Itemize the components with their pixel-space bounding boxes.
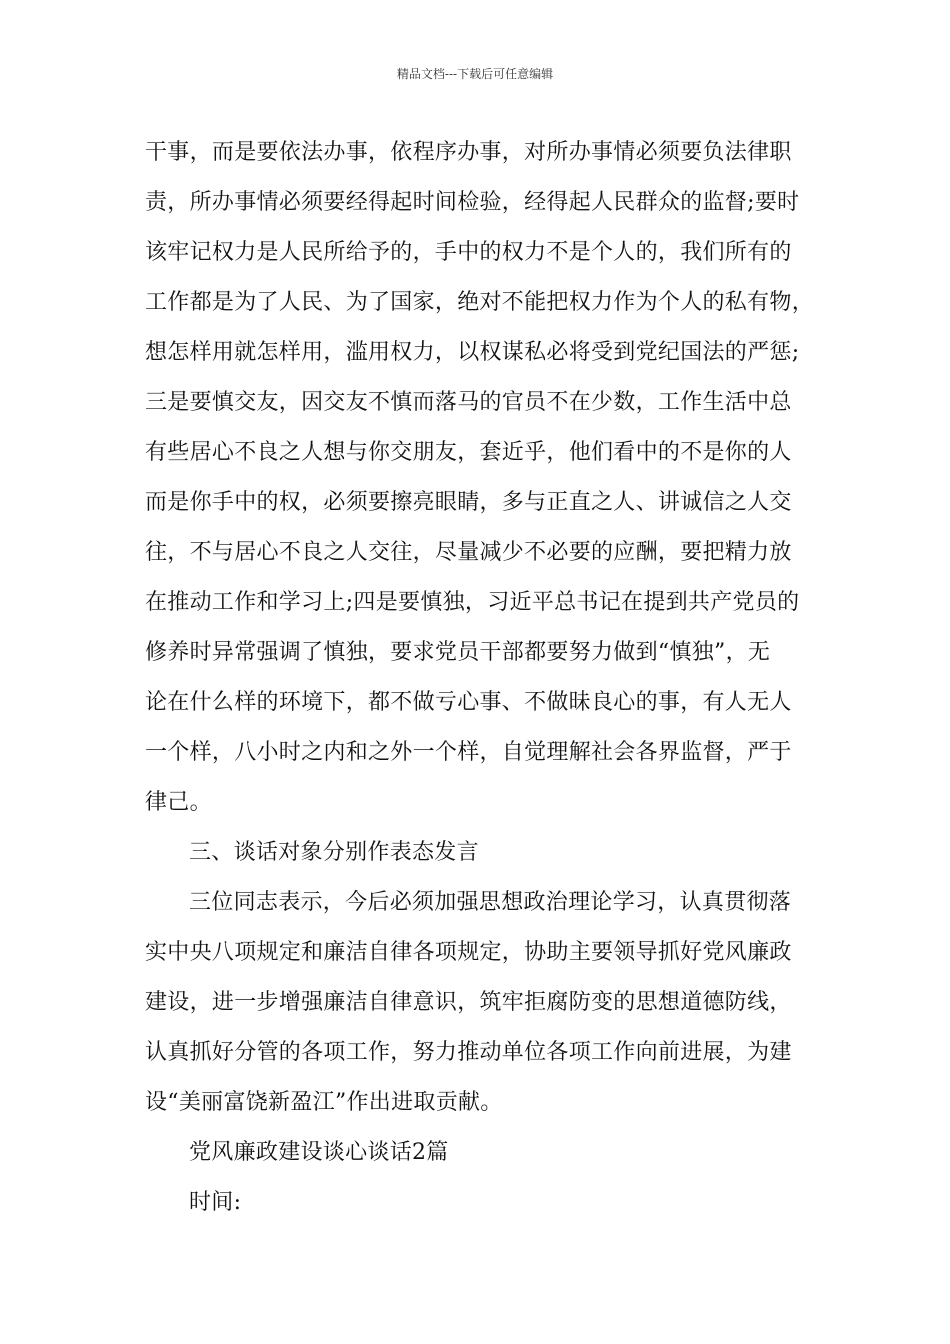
- text-line-18: 建设，进一步增强廉洁自律意识，筑牢拒腐防变的思想道德防线，: [145, 990, 792, 1015]
- document-subtitle: 党风廉政建设谈心谈话2篇: [189, 1140, 449, 1165]
- text-line-7: 有些居心不良之人想与你交朋友，套近乎，他们看中的不是你的人: [145, 440, 792, 465]
- time-label: 时间:: [189, 1190, 242, 1215]
- text-line-14: 律己。: [145, 790, 212, 815]
- text-line-13: 一个样，八小时之内和之外一个样，自觉理解社会各界监督，严于: [145, 740, 792, 765]
- text-line-20: 设“美丽富饶新盈江”作出进取贡献。: [145, 1090, 503, 1115]
- text-line-6: 三是要慎交友，因交友不慎而落马的官员不在少数，工作生活中总: [145, 390, 792, 415]
- text-line-1: 干事，而是要依法办事，依程序办事，对所办事情必须要负法律职: [145, 140, 792, 165]
- text-line-16: 三位同志表示，今后必须加强思想政治理论学习，认真贯彻落: [189, 890, 792, 915]
- text-line-17: 实中央八项规定和廉洁自律各项规定，协助主要领导抓好党风廉政: [145, 940, 792, 965]
- text-line-11: 修养时异常强调了慎独，要求党员干部都要努力做到“慎独”，无: [145, 640, 771, 665]
- section-heading: 三、谈话对象分别作表态发言: [189, 840, 479, 865]
- document-body: [145, 128, 815, 1228]
- text-line-8: 而是你手中的权，必须要擦亮眼睛，多与正直之人、讲诚信之人交: [145, 490, 792, 515]
- text-line-3: 该牢记权力是人民所给予的，手中的权力不是个人的，我们所有的: [145, 240, 792, 265]
- page-header: 精品文档---下载后可任意编辑: [396, 67, 554, 81]
- text-line-19: 认真抓好分管的各项工作，努力推动单位各项工作向前进展，为建: [145, 1040, 792, 1065]
- text-line-2: 责，所办事情必须要经得起时间检验，经得起人民群众的监督;要时: [145, 190, 800, 215]
- text-line-9: 往，不与居心不良之人交往，尽量减少不必要的应酬，要把精力放: [145, 540, 792, 565]
- text-line-4: 工作都是为了人民、为了国家，绝对不能把权力作为个人的私有物，: [145, 290, 815, 315]
- text-line-10: 在推动工作和学习上;四是要慎独，习近平总书记在提到共产党员的: [145, 590, 800, 615]
- text-line-12: 论在什么样的环境下，都不做亏心事、不做昧良心的事，有人无人: [145, 690, 792, 715]
- text-line-5: 想怎样用就怎样用，滥用权力，以权谋私必将受到党纪国法的严惩;: [145, 340, 800, 365]
